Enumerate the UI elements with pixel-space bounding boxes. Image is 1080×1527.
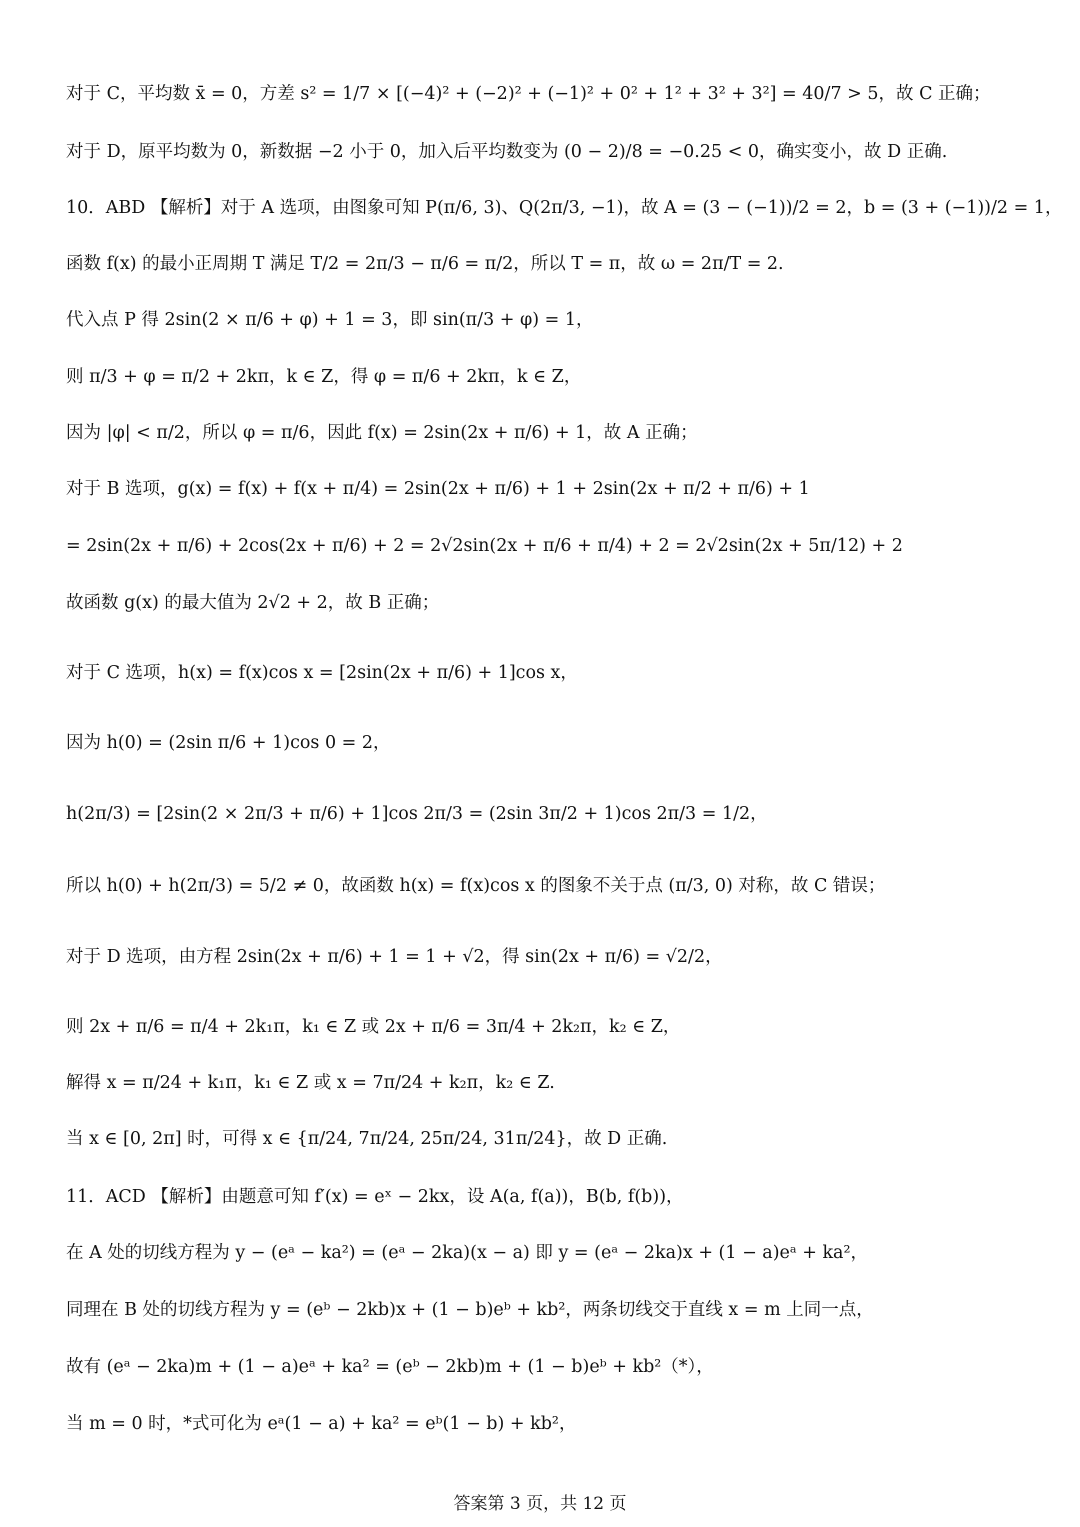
solution-line: h(2π/3) = [2sin(2 × 2π/3 + π/6) + 1]cos 2π/3 = (2sin 3π/2 + 1)cos 2π/3 = 1/2， [66,804,768,824]
solution-line: 当 m = 0 时，*式可化为 eᵃ(1 − a) + ka² = eᵇ(1 − b) + kb²， [66,1414,577,1434]
solution-line: 则 π/3 + φ = π/2 + 2kπ，k ∈ Z，得 φ = π/6 + 2kπ，k ∈ Z， [66,367,582,387]
solution-line: 在 A 处的切线方程为 y − (eᵃ − ka²) = (eᵃ − 2ka)(x − a) 即 y = (eᵃ − 2ka)x + (1 − a)eᵃ + ka²， [66,1243,868,1263]
solution-line: 当 x ∈ [0, 2π] 时，可得 x ∈ {π/24, 7π/24, 25π/24, 31π/24}，故 D 正确. [66,1129,668,1149]
solution-line: 对于 C，平均数 x̄ = 0，方差 s² = 1/7 × [(−4)² + (−2)² + (−1)² + 0² + 1² + 3² + 3²] = 40/7 > 5，故 C 正确； [66,84,991,104]
solution-line: 代入点 P 得 2sin(2 × π/6 + φ) + 1 = 3，即 sin(π/3 + φ) = 1， [66,310,594,330]
solution-line: 则 2x + π/6 = π/4 + 2k₁π，k₁ ∈ Z 或 2x + π/6 = 3π/4 + 2k₂π，k₂ ∈ Z， [66,1017,681,1037]
solution-line: 对于 C 选项，h(x) = f(x)cos x = [2sin(2x + π/6) + 1]cos x， [66,663,578,683]
solution-line: = 2sin(2x + π/6) + 2cos(2x + π/6) + 2 = 2√2sin(2x + π/6 + π/4) + 2 = 2√2sin(2x + 5π/12) + 2 [66,536,903,556]
solution-line: 同理在 B 处的切线方程为 y = (eᵇ − 2kb)x + (1 − b)eᵇ + kb²，两条切线交于直线 x = m 上同一点， [66,1300,874,1320]
solution-line: 因为 |φ| < π/2，所以 φ = π/6，因此 f(x) = 2sin(2x + π/6) + 1，故 A 正确； [66,423,698,443]
solution-line: 函数 f(x) 的最小正周期 T 满足 T/2 = 2π/3 − π/6 = π/2，所以 T = π，故 ω = 2π/T = 2. [66,254,784,274]
page-footer: 答案第 3 页，共 12 页 [453,1494,627,1514]
solution-line: 10．ABD 【解析】对于 A 选项，由图象可知 P(π/6, 3)、Q(2π/3, −1)，故 A = (3 − (−1))/2 = 2，b = (3 + (−1))/2 = 1， [66,198,1063,218]
solution-line: 对于 D，原平均数为 0，新数据 −2 小于 0，加入后平均数变为 (0 − 2)/8 = −0.25 < 0，确实变小，故 D 正确. [66,142,948,162]
solution-line: 对于 B 选项，g(x) = f(x) + f(x + π/4) = 2sin(2x + π/6) + 1 + 2sin(2x + π/2 + π/6) + 1 [66,479,810,499]
solution-line: 故有 (eᵃ − 2ka)m + (1 − a)eᵃ + ka² = (eᵇ − 2kb)m + (1 − b)eᵇ + kb²（*）， [66,1357,714,1377]
solution-line: 故函数 g(x) 的最大值为 2√2 + 2，故 B 正确； [66,593,440,613]
solution-line: 对于 D 选项，由方程 2sin(2x + π/6) + 1 = 1 + √2，得 sin(2x + π/6) = √2/2， [66,947,723,967]
solution-line: 解得 x = π/24 + k₁π，k₁ ∈ Z 或 x = 7π/24 + k₂π，k₂ ∈ Z. [66,1073,555,1093]
solution-line: 11．ACD 【解析】由题意可知 f′(x) = eˣ − 2kx，设 A(a, f(a))，B(b, f(b))， [66,1187,684,1207]
solution-line: 所以 h(0) + h(2π/3) = 5/2 ≠ 0，故函数 h(x) = f(x)cos x 的图象不关于点 (π/3, 0) 对称，故 C 错误； [66,876,886,896]
solution-line: 因为 h(0) = (2sin π/6 + 1)cos 0 = 2， [66,733,391,753]
